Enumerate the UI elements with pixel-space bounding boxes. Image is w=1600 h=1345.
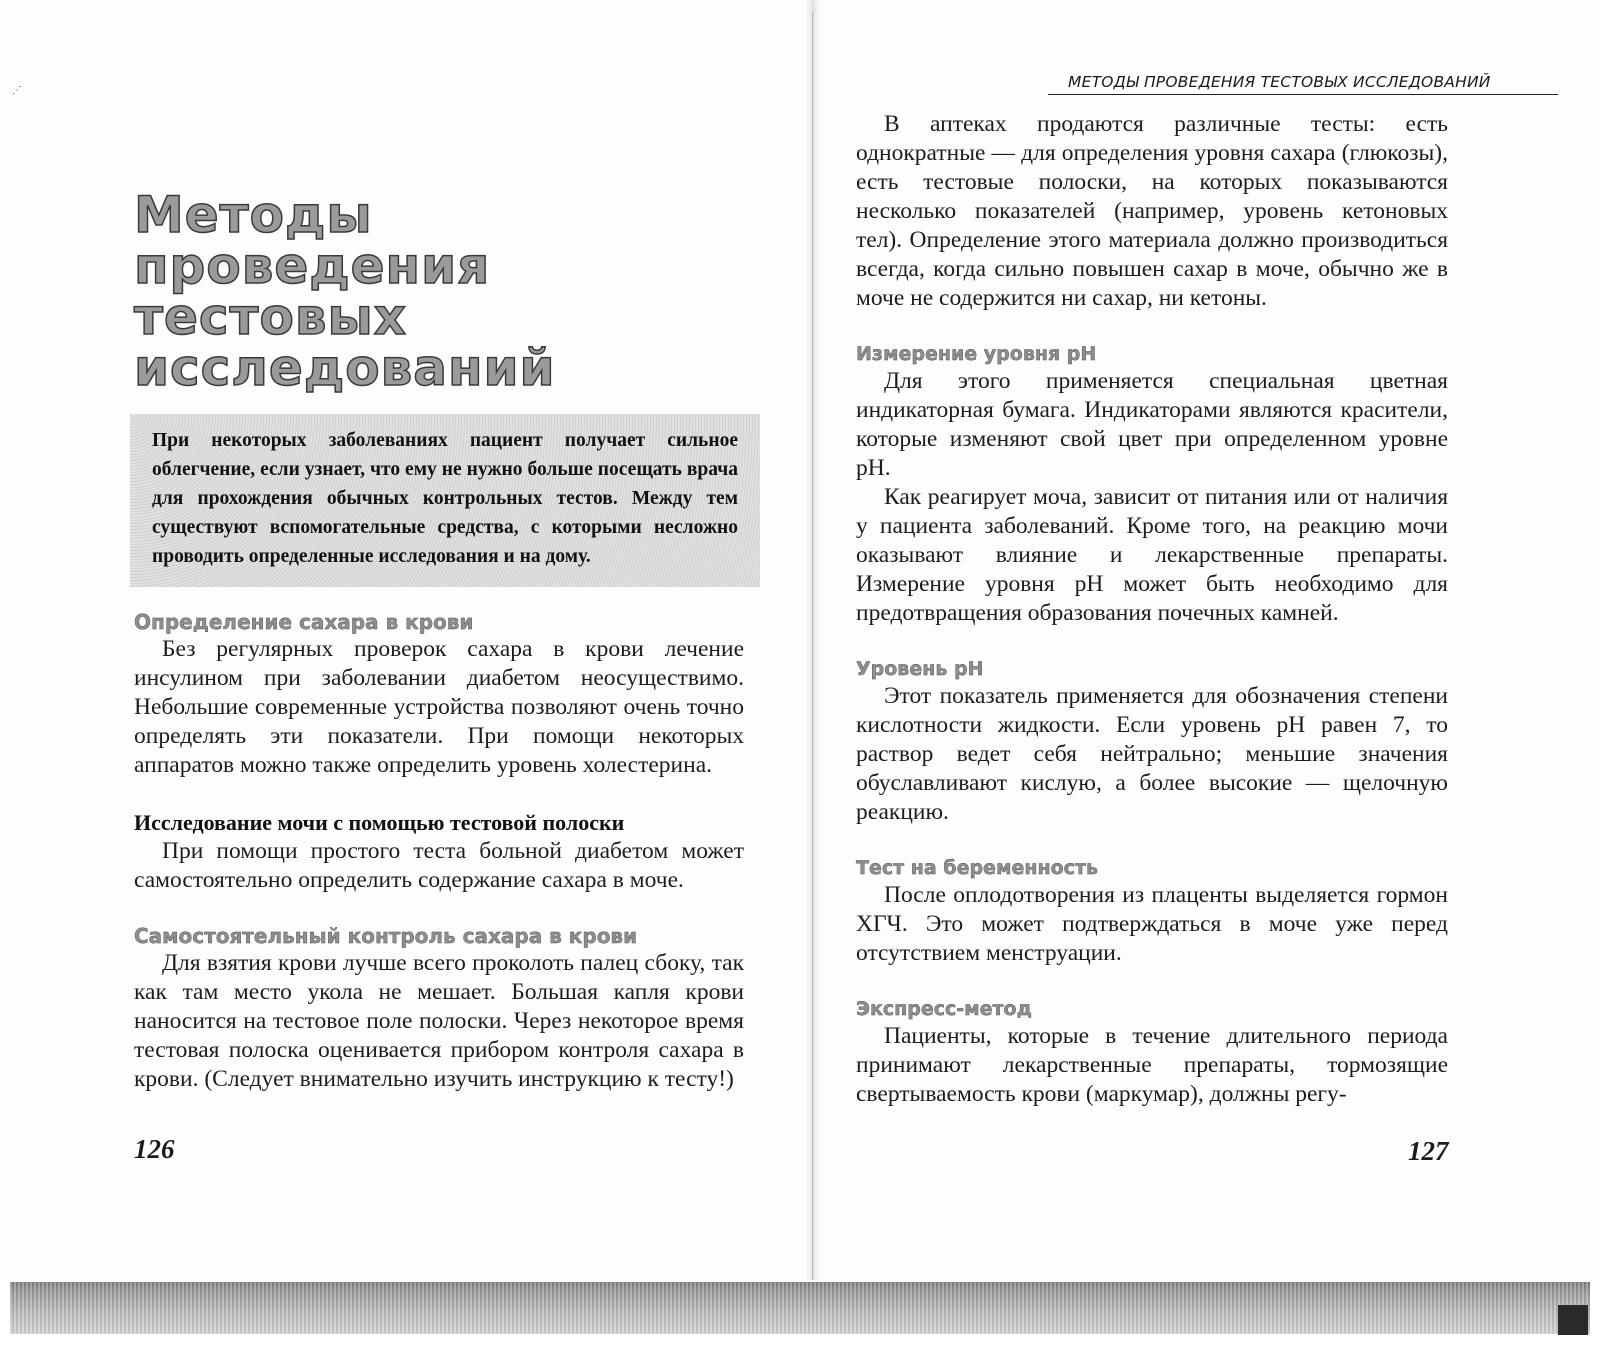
book-edge-band [10,1282,1590,1334]
section-text-express: Пациенты, которые в течение длительного периода принимают лекарственные препараты, тормозящие свертываемость крови (маркумар), должны регу- [856,1023,1448,1107]
section-text-blood-sugar: Без регулярных проверок сахара в крови лечение инсулином при заболевании диабетом неосуществимо. Небольшие современные устройства позволяют очень точно определять эти показатели. При помощи некоторых аппаратов можно также определить уровень холестерина. [134,636,744,778]
section-heading-ph-level: Уровень рН [856,658,984,680]
left-page [134,186,744,1094]
book-gutter [806,0,820,1345]
section-heading-blood-sugar: Определение сахара в крови [134,610,474,634]
section-text-pregnancy: После оплодотворения из плаценты выделяется гормон ХГЧ. Это может подтверждаться в моче уже перед отсутствием менструации. [856,882,1448,966]
page-number-left: 126 [134,1134,175,1164]
page-number-right: 127 [1408,1136,1449,1166]
section-text-urine-strip: При помощи простого теста больной диабетом может самостоятельно определить содержание сахара в моче. [134,838,744,893]
right-page [856,110,1448,1109]
section-heading-urine-strip: Исследование мочи с помощью тестовой полоски [134,810,625,835]
section-text-self-control: Для взятия крови лучше всего проколоть палец сбоку, так как там место укола не мешает. Большая капля крови наносится на тестовое поле полоски. Через некоторое время тестовая полоска оценивается прибором контроля сахара в крови. (Следует внимательно изучить инструкцию к тесту!) [134,950,744,1092]
section-text-ph-measure-1: Для этого применяется специальная цветная индикаторная бумага. Индикаторами являются красители, которые изменяют свой цвет при определенном уровне рН. [856,368,1448,481]
intro-box: При некоторых заболеваниях пациент получает сильное облегчение, если узнает, что ему не нужно больше посещать врача для прохождения обычных контрольных тестов. Между тем существуют вспомогательные средства, с которыми несложно проводить определенные исследования и на дому. [130,414,760,587]
running-head: МЕТОДЫ ПРОВЕДЕНИЯ ТЕСТОВЫХ ИССЛЕДОВАНИЙ [1048,70,1558,95]
gutter-line [812,12,813,1282]
scan-corner-mark [1558,1305,1588,1335]
section-heading-self-control: Самостоятельный контроль сахара в крови [134,924,638,948]
scan-speck: ⋰ [12,85,22,96]
opening-text: В аптеках продаются различные тесты: есть однократные — для определения уровня сахара (глюкозы), есть тестовые полоски, на которых показываются несколько показателей (например, уровень кетоновых тел). Определение этого материала должно производиться всегда, когда сильно повышен сахар в моче, обычно же в моче не содержится ни сахар, ни кетоны. [856,111,1448,311]
section-heading-ph-measure: Измерение уровня рН [856,343,1097,365]
section-heading-express: Экспресс-метод [856,998,1032,1020]
section-heading-pregnancy: Тест на беременность [856,857,1098,879]
section-text-ph-level: Этот показатель применяется для обозначения степени кислотности жидкости. Если уровень рН равен 7, то раствор ведет себя нейтрально; меньшие значения обуславливают кислую, а более высокие — щелочную реакцию. [856,683,1448,825]
chapter-title: Методы проведения тестовых исследований [134,186,556,397]
section-text-ph-measure-2: Как реагирует моча, зависит от питания или от наличия у пациента заболеваний. Кроме того, на реакцию мочи оказывают влияние и лекарственные препараты. Измерение уровня рН может быть необходимо для предотвращения образования почечных камней. [856,484,1448,626]
